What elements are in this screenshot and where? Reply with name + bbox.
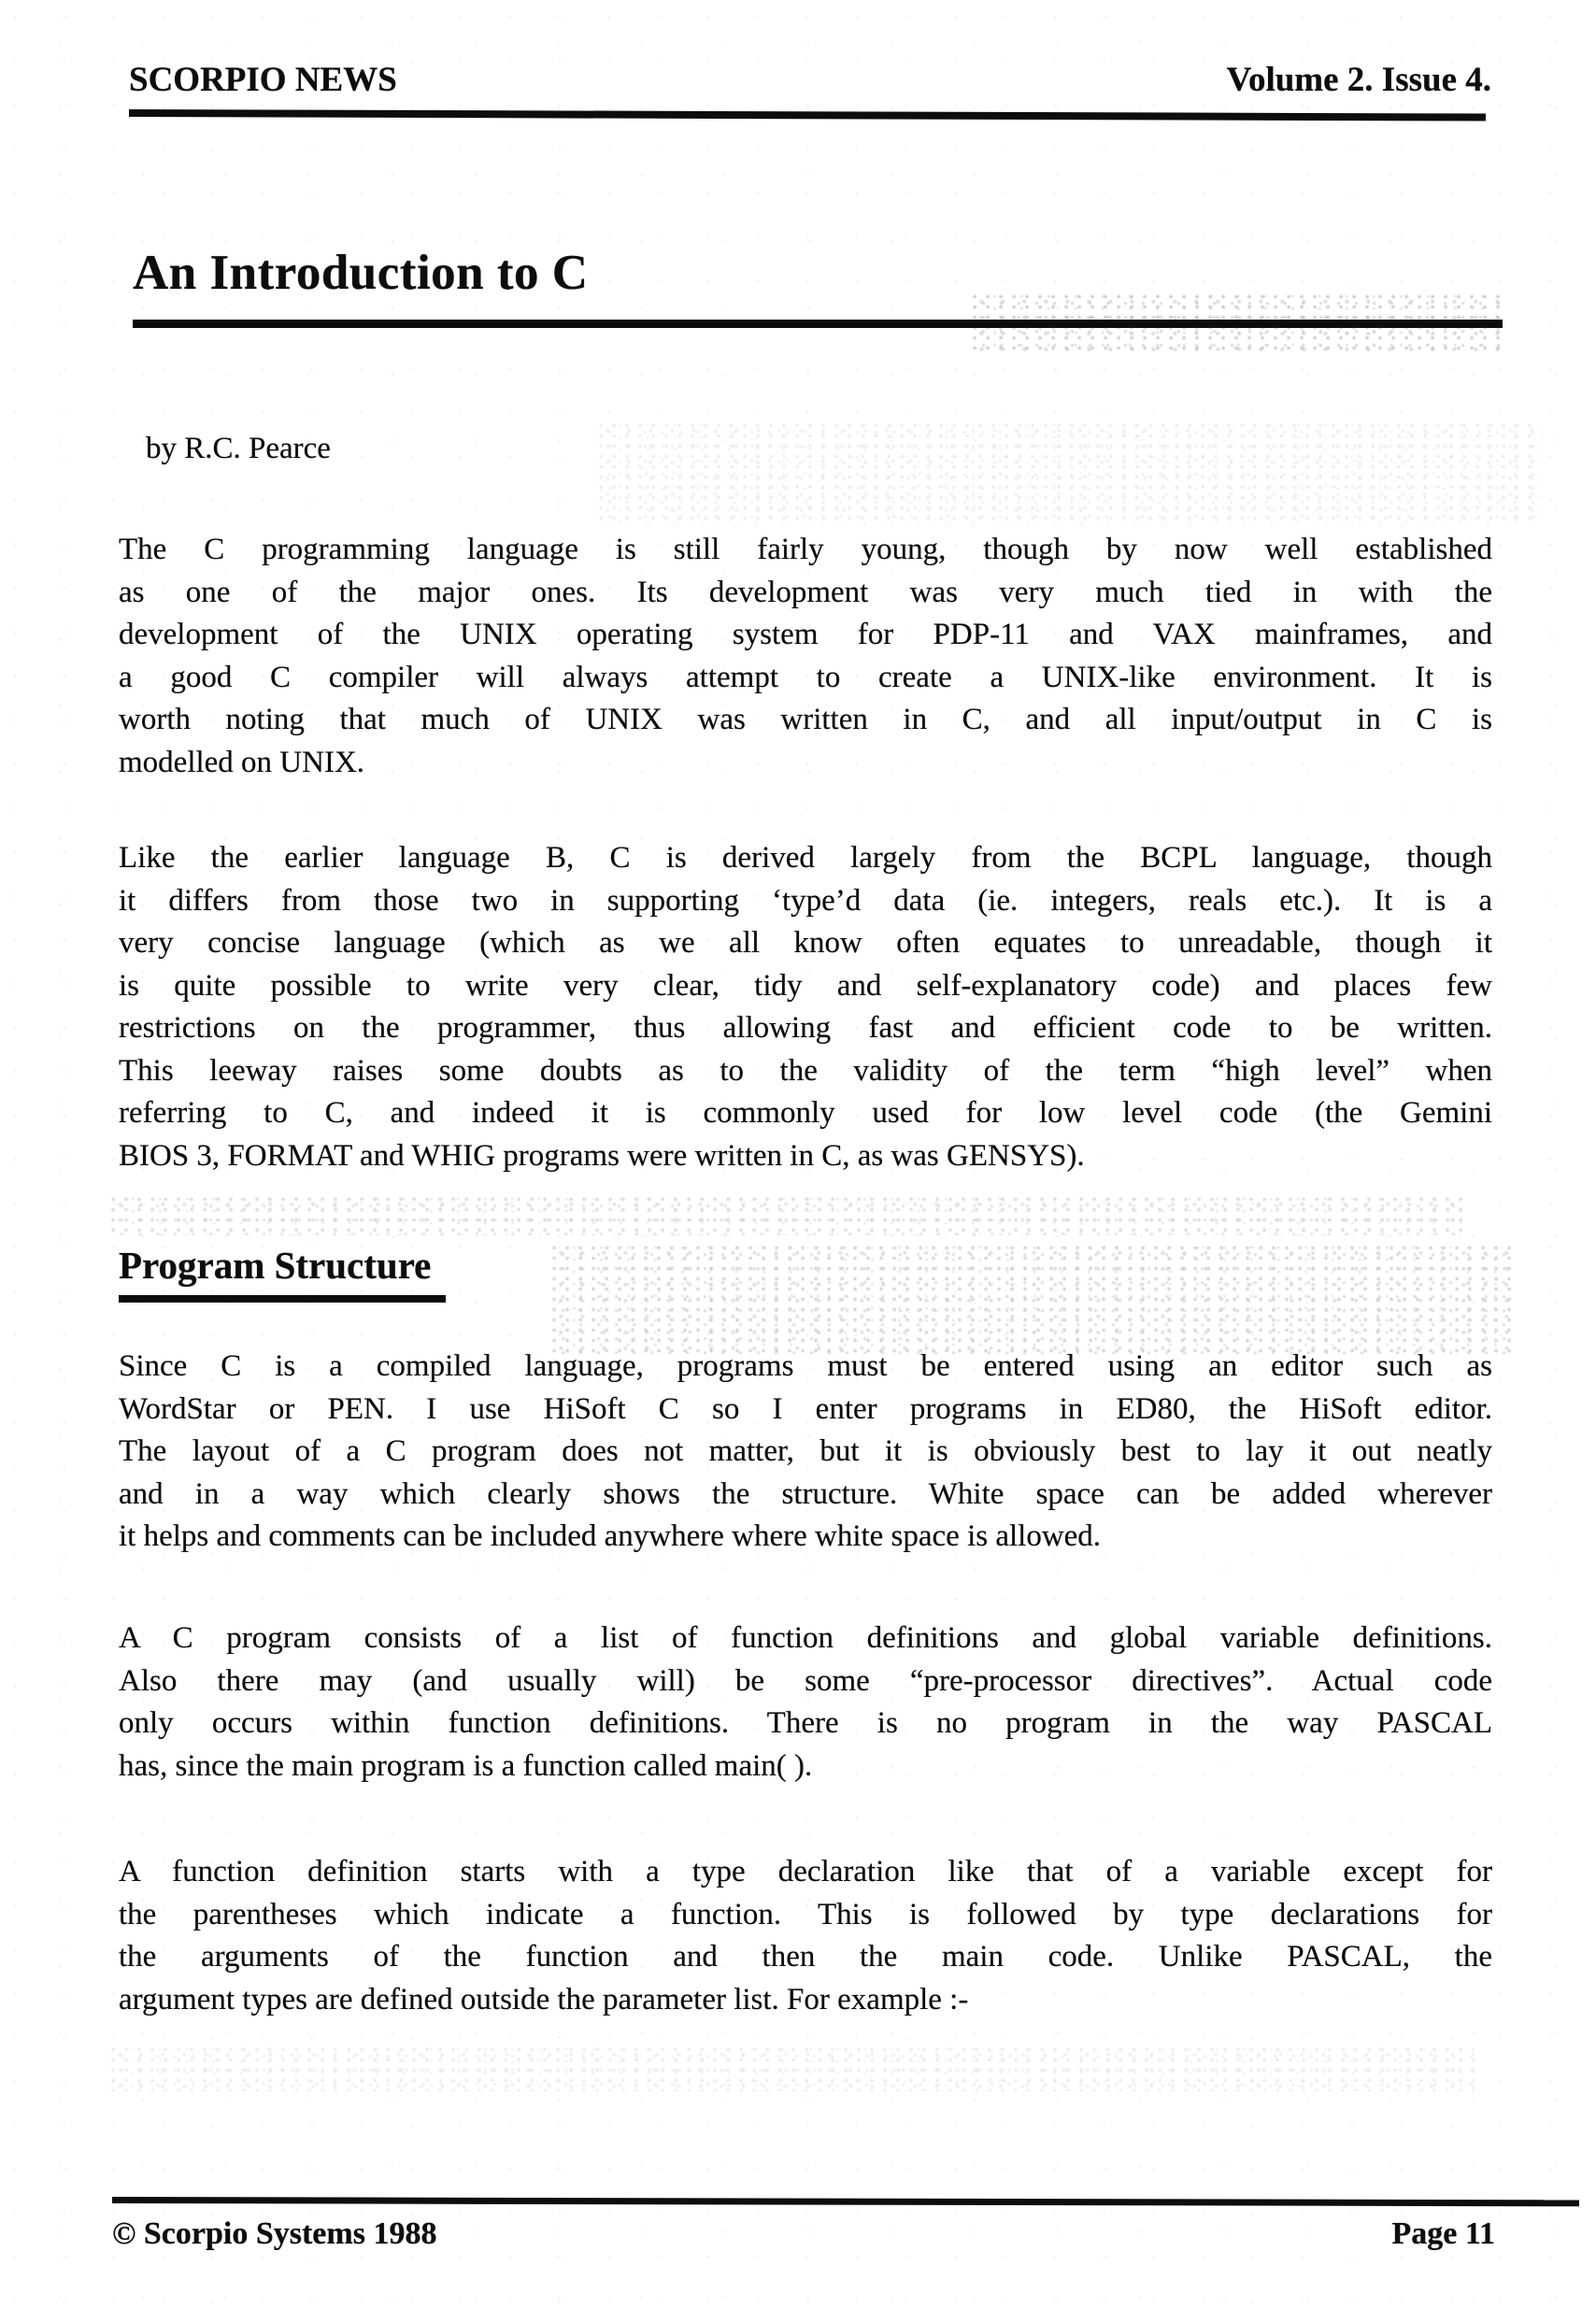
text-line: The C programming language is still fairly young, though by now well established <box>119 533 1492 566</box>
scan-smudge <box>110 1196 1465 1235</box>
scan-smudge <box>110 2046 1475 2091</box>
text-line: modelled on UNIX. <box>119 745 365 779</box>
text-line: referring to C, and indeed it is commonly used for low level code (the Gemini <box>119 1096 1492 1130</box>
text-line: development of the UNIX operating system for PDP-11 and VAX mainframes, and <box>119 618 1492 651</box>
text-line: Since C is a compiled language, programs must be entered using an editor such as <box>119 1349 1492 1383</box>
issue-label: Volume 2. Issue 4. <box>1226 61 1491 99</box>
text-line: very concise language (which as we all know often equates to unreadable, though it <box>119 926 1492 960</box>
text-line: WordStar or PEN. I use HiSoft C so I enter programs in ED80, the HiSoft editor. <box>119 1391 1492 1426</box>
text-line: has, since the main program is a function called main( ). <box>119 1748 813 1783</box>
footer-rule <box>112 2197 1579 2206</box>
text-line: only occurs within function definitions. There is no program in the way PASCAL <box>119 1706 1492 1740</box>
page-header <box>129 60 1491 100</box>
text-line: argument types are defined outside the parameter list. For example :- <box>119 1982 969 2016</box>
page-footer <box>112 2216 1495 2252</box>
text-line: This leeway raises some doubts as to the validity of the term “high level” when <box>119 1053 1492 1088</box>
article-title: An Introduction to C <box>133 246 589 300</box>
text-line: Also there may (and usually will) be some “pre-processor directives”. Actual code <box>119 1663 1492 1698</box>
byline: by R.C. Pearce <box>146 432 331 465</box>
text-line: A C program consists of a list of function definitions and global variable definitions. <box>119 1621 1492 1655</box>
text-line: restrictions on the programmer, thus allowing fast and efficient code to be written. <box>119 1011 1492 1045</box>
text-line: The layout of a C program does not matter, but it is obviously best to lay it out neatly <box>119 1434 1492 1468</box>
copyright-notice: © Scorpio Systems 1988 <box>112 2216 437 2251</box>
text-line: Like the earlier language B, C is derived largely from the BCPL language, though <box>119 841 1492 875</box>
paragraph-5 <box>119 1851 1492 2021</box>
text-line: and in a way which clearly shows the structure. White space can be added wherever <box>119 1476 1492 1511</box>
title-rule <box>133 320 1503 328</box>
text-line: it helps and comments can be included anywhere where white space is allowed. <box>119 1519 1102 1553</box>
text-line: it differs from those two in supporting ‘type’d data (ie. integers, reals etc.). It is a <box>119 883 1492 918</box>
text-line: BIOS 3, FORMAT and WHIG programs were written in C, as was GENSYS). <box>119 1138 1085 1173</box>
text-line: the parentheses which indicate a function. This is followed by type declarations for <box>119 1897 1492 1931</box>
page-number: Page 11 <box>1391 2216 1495 2251</box>
paragraph-4 <box>119 1617 1492 1788</box>
header-rule <box>129 109 1486 121</box>
text-line: as one of the major ones. Its development was very much tied in with the <box>119 575 1492 609</box>
text-line: the arguments of the function and then the main code. Unlike PASCAL, the <box>119 1940 1492 1973</box>
paragraph-2 <box>119 837 1492 1177</box>
journal-name: SCORPIO NEWS <box>129 61 397 99</box>
scan-smudge <box>598 422 1542 525</box>
section-heading: Program Structure <box>119 1243 446 1303</box>
scan-smudge <box>551 1245 1514 1355</box>
paragraph-1 <box>119 529 1492 784</box>
text-line: is quite possible to write very clear, tidy and self-explanatory code) and places few <box>119 968 1492 1003</box>
paragraph-3 <box>119 1346 1492 1559</box>
text-line: A function definition starts with a type declaration like that of a variable except for <box>119 1855 1492 1888</box>
text-line: worth noting that much of UNIX was written in C, and all input/output in C is <box>119 703 1492 736</box>
text-line: a good C compiler will always attempt to create a UNIX-like environment. It is <box>119 660 1492 694</box>
